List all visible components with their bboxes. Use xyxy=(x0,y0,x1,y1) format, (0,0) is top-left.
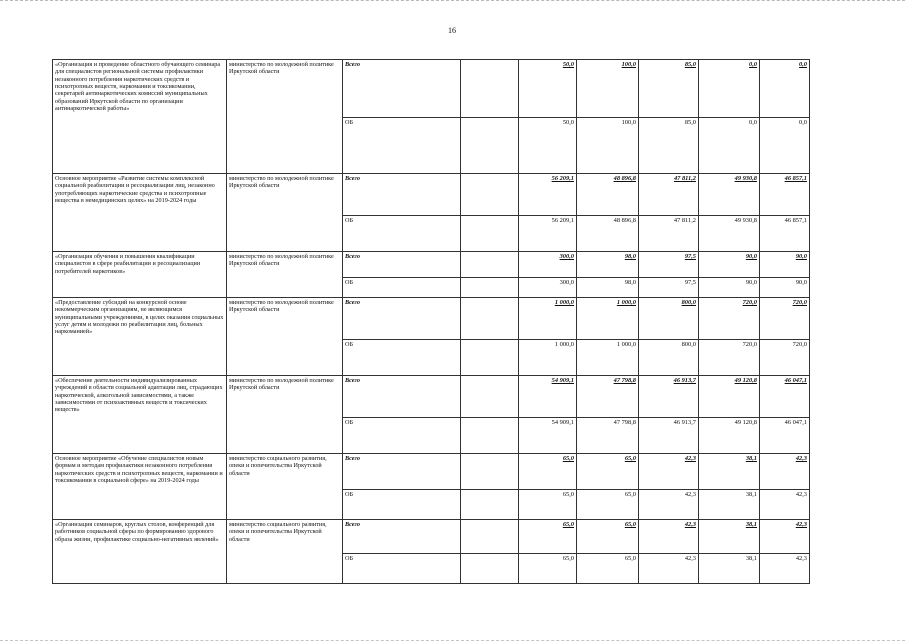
amount-ob: 90,0 xyxy=(699,278,760,298)
blank-cell xyxy=(461,216,519,252)
amount-ob: 49 930,8 xyxy=(699,216,760,252)
activity-name: «Обеспечение деятельности индивидуализированных учреждений в области социальной адаптации лиц, страдающих наркотической, алкогольной зависимостями, а также зависимостями от психоактивных веществ и токсических веществ» xyxy=(53,376,227,454)
amount-total: 42,3 xyxy=(760,454,810,490)
amount-ob: 1 000,0 xyxy=(577,340,639,376)
amount-total: 0,0 xyxy=(760,60,810,118)
amount-ob: 47 811,2 xyxy=(639,216,699,252)
funding-source-ob: ОБ xyxy=(343,118,461,174)
blank-cell xyxy=(461,278,519,298)
table-row-total xyxy=(53,174,810,216)
funding-source-ob: ОБ xyxy=(343,216,461,252)
activity-name: Основное мероприятие «Обучение специалистов новым формам и методам профилактики незаконного потребления наркотических средств и психотропных веществ, наркомании и токсикомании в социальной сфере» на 2019-2024 годы xyxy=(53,454,227,520)
amount-total: 56 209,1 xyxy=(519,174,577,216)
amount-total: 50,0 xyxy=(519,60,577,118)
funding-source-total: Всего xyxy=(343,376,461,418)
amount-ob: 42,3 xyxy=(760,490,810,520)
amount-ob: 98,0 xyxy=(577,278,639,298)
amount-ob: 65,0 xyxy=(519,554,577,584)
executor: министерство социального развития, опеки и попечительства Иркутской области xyxy=(227,454,343,520)
amount-ob: 85,0 xyxy=(639,118,699,174)
executor: министерство по молодежной политике Иркутской области xyxy=(227,60,343,174)
amount-total: 46 913,7 xyxy=(639,376,699,418)
funding-source-total: Всего xyxy=(343,298,461,340)
funding-source-ob: ОБ xyxy=(343,554,461,584)
funding-source-total: Всего xyxy=(343,60,461,118)
amount-total: 100,0 xyxy=(577,60,639,118)
blank-cell xyxy=(461,520,519,554)
amount-ob: 46 913,7 xyxy=(639,418,699,454)
table-row-total xyxy=(53,298,810,340)
amount-total: 85,0 xyxy=(639,60,699,118)
table-row-total xyxy=(53,60,810,118)
funding-source-total: Всего xyxy=(343,174,461,216)
amount-total: 65,0 xyxy=(577,520,639,554)
blank-cell xyxy=(461,118,519,174)
amount-total: 48 896,8 xyxy=(577,174,639,216)
amount-total: 90,0 xyxy=(760,252,810,278)
table-row-total xyxy=(53,520,810,554)
amount-ob: 65,0 xyxy=(577,490,639,520)
amount-total: 65,0 xyxy=(577,454,639,490)
amount-total: 90,0 xyxy=(699,252,760,278)
blank-cell xyxy=(461,252,519,278)
amount-ob: 38,1 xyxy=(699,490,760,520)
funding-source-ob: ОБ xyxy=(343,278,461,298)
amount-ob: 0,0 xyxy=(760,118,810,174)
amount-total: 1 000,0 xyxy=(577,298,639,340)
amount-total: 42,3 xyxy=(639,520,699,554)
funding-source-total: Всего xyxy=(343,520,461,554)
amount-ob: 800,0 xyxy=(639,340,699,376)
amount-ob: 100,0 xyxy=(577,118,639,174)
amount-total: 47 811,2 xyxy=(639,174,699,216)
amount-ob: 1 000,0 xyxy=(519,340,577,376)
table-row-total xyxy=(53,376,810,418)
amount-ob: 65,0 xyxy=(577,554,639,584)
amount-ob: 90,0 xyxy=(760,278,810,298)
executor: министерство по молодежной политике Иркутской области xyxy=(227,376,343,454)
amount-total: 49 930,8 xyxy=(699,174,760,216)
blank-cell xyxy=(461,490,519,520)
activity-name: «Организация семинаров, круглых столов, конференций для работников социальной сферы по формированию здорового образа жизни, профилактике социально-негативных явлений» xyxy=(53,520,227,584)
budget-table-body xyxy=(53,60,810,584)
amount-total: 65,0 xyxy=(519,520,577,554)
executor: министерство социального развития, опеки и попечительства Иркутской области xyxy=(227,520,343,584)
blank-cell xyxy=(461,554,519,584)
blank-cell xyxy=(461,298,519,340)
amount-total: 65,0 xyxy=(519,454,577,490)
blank-cell xyxy=(461,454,519,490)
scan-edge-top xyxy=(0,0,905,15)
blank-cell xyxy=(461,418,519,454)
funding-source-ob: ОБ xyxy=(343,418,461,454)
amount-total: 38,1 xyxy=(699,520,760,554)
amount-total: 38,1 xyxy=(699,454,760,490)
amount-total: 97,5 xyxy=(639,252,699,278)
amount-ob: 42,3 xyxy=(639,490,699,520)
amount-ob: 38,1 xyxy=(699,554,760,584)
activity-name: «Организация и проведение областного обучающего семинара для специалистов региональной системы профилактики незаконного потребления наркотических средств и психотропных веществ, наркомании и токсикомании, секретарей антинаркотических комиссий муниципальных образований Иркутской области по организации антинаркотической работы» xyxy=(53,60,227,174)
amount-ob: 48 896,8 xyxy=(577,216,639,252)
blank-cell xyxy=(461,174,519,216)
table-row-total xyxy=(53,252,810,278)
funding-source-total: Всего xyxy=(343,454,461,490)
funding-source-ob: ОБ xyxy=(343,490,461,520)
activity-name: «Предоставление субсидий на конкурсной основе некоммерческим организациям, не являющимся муниципальными учреждениями, в целях оказания социальных услуг детям и молодежи по реабилитации лиц, больных наркоманией» xyxy=(53,298,227,376)
amount-total: 47 798,8 xyxy=(577,376,639,418)
amount-ob: 47 798,8 xyxy=(577,418,639,454)
amount-ob: 720,0 xyxy=(760,340,810,376)
amount-ob: 42,3 xyxy=(760,554,810,584)
funding-source-ob: ОБ xyxy=(343,340,461,376)
amount-ob: 49 120,8 xyxy=(699,418,760,454)
amount-total: 300,0 xyxy=(519,252,577,278)
amount-ob: 50,0 xyxy=(519,118,577,174)
amount-total: 42,3 xyxy=(639,454,699,490)
page-number: 16 xyxy=(448,26,456,35)
blank-cell xyxy=(461,376,519,418)
table-row-total xyxy=(53,454,810,490)
amount-ob: 720,0 xyxy=(699,340,760,376)
amount-total: 0,0 xyxy=(699,60,760,118)
budget-table xyxy=(52,59,810,584)
amount-total: 98,0 xyxy=(577,252,639,278)
amount-total: 46 047,1 xyxy=(760,376,810,418)
amount-total: 54 909,1 xyxy=(519,376,577,418)
amount-total: 49 120,8 xyxy=(699,376,760,418)
amount-ob: 54 909,1 xyxy=(519,418,577,454)
amount-ob: 46 047,1 xyxy=(760,418,810,454)
amount-ob: 42,3 xyxy=(639,554,699,584)
amount-total: 42,3 xyxy=(760,520,810,554)
executor: министерство по молодежной политике Иркутской области xyxy=(227,174,343,252)
amount-total: 46 857,1 xyxy=(760,174,810,216)
amount-ob: 65,0 xyxy=(519,490,577,520)
activity-name: Основное мероприятие «Развитие системы комплексной социальной реабилитации и ресоциализации лиц, незаконно употребляющих наркотические средства и психотропные вещества в немедицинских целях» на 2019-2024 годы xyxy=(53,174,227,252)
funding-source-total: Всего xyxy=(343,252,461,278)
amount-ob: 0,0 xyxy=(699,118,760,174)
amount-total: 800,0 xyxy=(639,298,699,340)
activity-name: «Организация обучения и повышения квалификации специалистов в сфере реабилитации и ресоциализации потребителей наркотиков» xyxy=(53,252,227,298)
executor: министерство по молодежной политике Иркутской области xyxy=(227,298,343,376)
blank-cell xyxy=(461,60,519,118)
amount-ob: 97,5 xyxy=(639,278,699,298)
amount-total: 720,0 xyxy=(760,298,810,340)
executor: министерство по молодежной политике Иркутской области xyxy=(227,252,343,298)
amount-total: 1 000,0 xyxy=(519,298,577,340)
amount-ob: 46 857,1 xyxy=(760,216,810,252)
amount-ob: 56 209,1 xyxy=(519,216,577,252)
amount-ob: 300,0 xyxy=(519,278,577,298)
blank-cell xyxy=(461,340,519,376)
amount-total: 720,0 xyxy=(699,298,760,340)
